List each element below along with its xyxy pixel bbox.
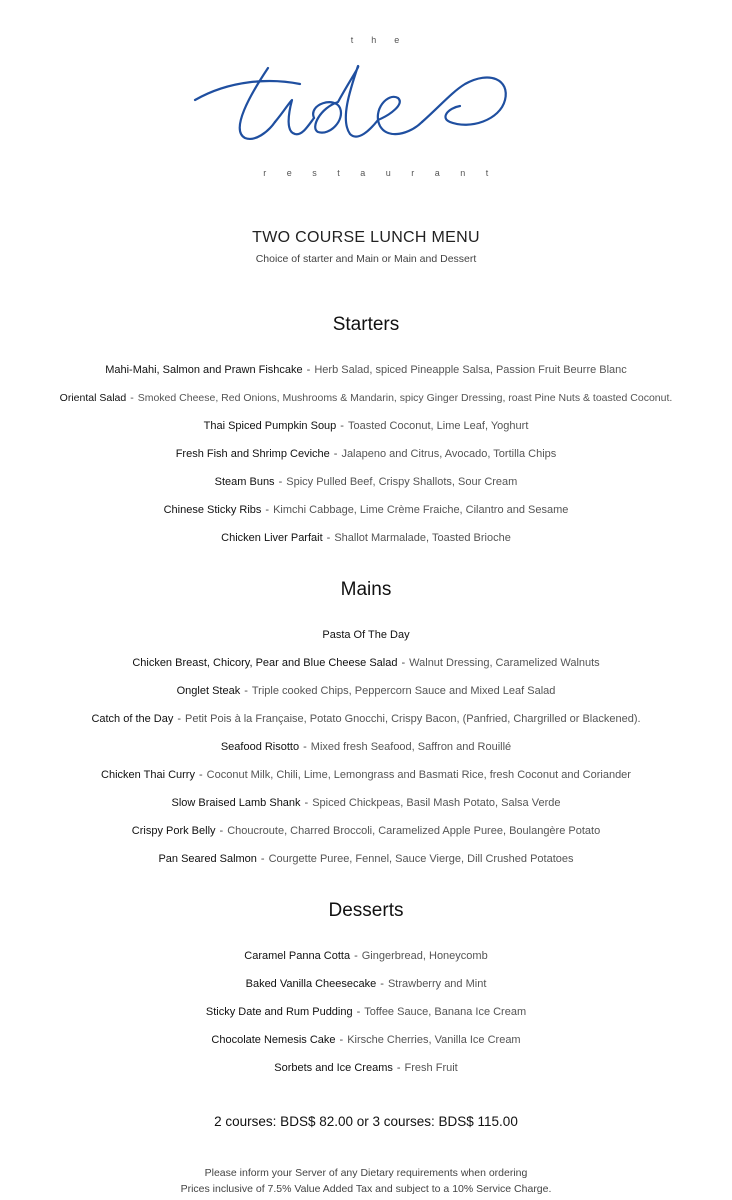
menu-item: Pasta Of The Day (322, 629, 410, 641)
pricing: 2 courses: BDS$ 82.00 or 3 courses: BDS$ 115.00 (214, 1114, 518, 1129)
menu-item: Steam Buns - Spicy Pulled Beef, Crispy Shallots, Sour Cream (214, 476, 518, 488)
menu-item: Chocolate Nemesis Cake - Kirsche Cherries, Vanilla Ice Cream (211, 1034, 521, 1046)
menu-item: Caramel Panna Cotta - Gingerbread, Honeycomb (244, 950, 488, 962)
menu-item: Crispy Pork Belly - Choucroute, Charred Broccoli, Caramelized Apple Puree, Boulangère Potato (131, 825, 601, 837)
menu-item: Chinese Sticky Ribs - Kimchi Cabbage, Lime Crème Fraiche, Cilantro and Sesame (163, 504, 569, 516)
starters-title: Starters (332, 314, 400, 335)
menu-title: TWO COURSE LUNCH MENU (252, 229, 480, 246)
menu-item: Catch of the Day - Petit Pois à la Française, Potato Gnocchi, Crispy Bacon, (Panfried, Chargrilled or Blackened). (91, 713, 641, 725)
brand-the: the (350, 35, 418, 45)
menu-item: Slow Braised Lamb Shank - Spiced Chickpeas, Basil Mash Potato, Salsa Verde (171, 797, 561, 809)
menu-subtitle: Choice of starter and Main or Main and Dessert (255, 253, 477, 265)
menu-item: Fresh Fish and Shrimp Ceviche - Jalapeno and Citrus, Avocado, Tortilla Chips (175, 448, 557, 460)
tides-logo (190, 60, 520, 150)
menu-item: Mahi-Mahi, Salmon and Prawn Fishcake - Herb Salad, spiced Pineapple Salsa, Passion Fruit Beurre Blanc (105, 364, 627, 376)
menu-item: Oriental Salad - Smoked Cheese, Red Onions, Mushrooms & Mandarin, spicy Ginger Dressing, roast Pine Nuts & toasted Coconut. (59, 392, 673, 404)
tax-note: Prices inclusive of 7.5% Value Added Tax and subject to a 10% Service Charge. (180, 1183, 552, 1195)
menu-item: Baked Vanilla Cheesecake - Strawberry and Mint (245, 978, 487, 990)
menu-item: Sticky Date and Rum Pudding - Toffee Sauce, Banana Ice Cream (205, 1006, 527, 1018)
brand-restaurant: restaurant (263, 168, 509, 178)
dietary-note: Please inform your Server of any Dietary requirements when ordering (204, 1167, 528, 1179)
menu-item: Pan Seared Salmon - Courgette Puree, Fennel, Sauce Vierge, Dill Crushed Potatoes (158, 853, 574, 865)
menu-item: Seafood Risotto - Mixed fresh Seafood, Saffron and Rouillé (220, 741, 512, 753)
menu-item: Thai Spiced Pumpkin Soup - Toasted Coconut, Lime Leaf, Yoghurt (203, 420, 529, 432)
menu-item: Chicken Liver Parfait - Shallot Marmalade, Toasted Brioche (221, 532, 511, 544)
menu-item: Chicken Breast, Chicory, Pear and Blue Cheese Salad - Walnut Dressing, Caramelized Walnuts (132, 657, 600, 669)
menu-item: Sorbets and Ice Creams - Fresh Fruit (274, 1062, 458, 1074)
menu-item: Onglet Steak - Triple cooked Chips, Peppercorn Sauce and Mixed Leaf Salad (176, 685, 556, 697)
desserts-title: Desserts (328, 900, 404, 921)
mains-title: Mains (340, 579, 392, 600)
menu-item: Chicken Thai Curry - Coconut Milk, Chili, Lime, Lemongrass and Basmati Rice, fresh Coconut and Coriander (101, 769, 631, 781)
